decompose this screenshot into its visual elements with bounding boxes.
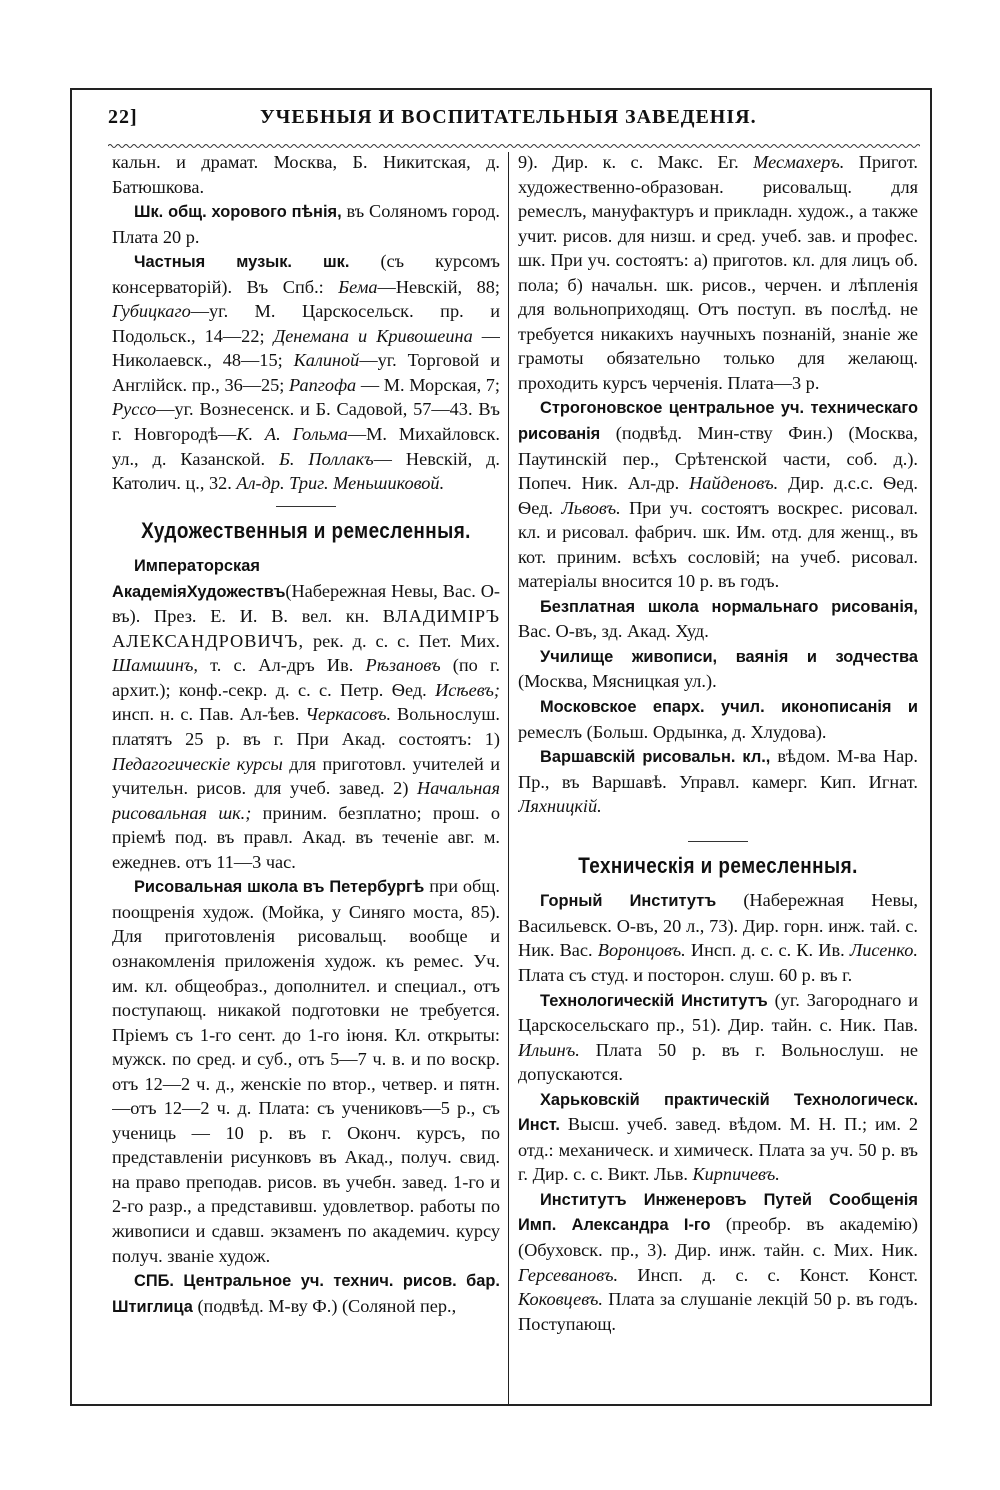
- left-column: [112, 150, 500, 1405]
- entry-stroganov-school: Строгоновское центральное уч. техническаго рисованія (подвѣд. Мин-ству Фин.) (Москва, Паутинскій пер., Срѣтенской части, соб. д.). Попеч. Ник. Ал-др. Найденовъ. Дир. д.с.с. Ѳед. Ѳед. Львовъ. При уч. состоятъ воскрес. рисовал. кл. и рисовал. фабрич. шк. Им. отд. для женщ., въ кот. приним. всѣхъ сословій; на учеб. рисовал. матеріалы вносится 10 р. въ годъ.: [518, 399, 918, 592]
- entry-imperial-academy: Императорская АкадеміяХудожествъ(Набережная Невы, Вас. О-въ). През. Е. И. В. вел. кн. ВЛАДИМІРЪ АЛЕКСАНДРОВИЧЪ, рек. д. с. с. Пет. Мих. Шамшинъ, т. с. Ал-дръ Ив. Рѣзановъ (по г. архит.); конф.-секр. д. с. с. Петр. Ѳед. Исѣевъ; инсп. н. с. Пав. Ал-ѣев. Черкасовъ. Вольнослуш. платятъ 25 р. въ г. При Акад. состоятъ: 1) Педагогическіе курсы для приготовл. учителей и учительн. рисов. для учеб. завед. 2) Начальная рисовальная шк.; приним. безплатно; прош. о пріемѣ под. въ правл. Акад. въ теченіе авг. м. ежеднев. отъ 11—3 час.: [112, 557, 500, 872]
- entry-icon-school: Московское епарх. учил. иконописанія и ремеслъ (Больш. Ордынка, д. Хлудова).: [518, 698, 918, 742]
- entry-heading: Институтъ Инженеровъ Путей Сообщенія Имп. Александра I-го: [518, 1190, 918, 1235]
- paragraph-continuation: 9). Дир. к. с. Макс. Ег. Месмахеръ. Пригот. художественно-образован. рисовальщ. для ремеслъ, мануфактуръ и прикладн. худож., а также учит. рисов. для низш. и сред. учеб. зав. и профес. шк. При уч. состоятъ: а) приготов. кл. для лицъ об. пола; б) начальн. шк. рисов., черчен. и лѣпленія для вольноприходящ. Отъ поступ. въ послѣд. не требуется никакихъ научныхъ познаній, знаніе же грамоты обязательно только для желающ. проходить курсъ черченія. Плата—3 р.: [518, 152, 918, 393]
- entry-heading: Училище живописи, ваянія и зодчества: [540, 647, 918, 666]
- entry-heading: Частныя музык. шк.: [134, 253, 350, 272]
- running-header: [108, 104, 920, 136]
- entry-private-music-schools: Частныя музык. шк. (съ курсомъ консерваторій). Въ Спб.: Бема—Невскій, 88; Губицкаго—уг. М. Царскосельск. пр. и Подольск., 14—22; Денемана и Кривошеина — Николаевск., 48—15; Калиной—уг. Торговой и Англійск. пр., 36—25; Рапгофа — М. Морская, 7; Руссо—уг. Вознесенск. и Б. Садовой, 57—43. Въ г. Новгородѣ—К. А. Гольма—М. Михайловск. ул., д. Казанской. Б. Поллакъ— Невскій, д. Католич. ц., 32. Ал-др. Триг. Меньшиковой.: [112, 251, 500, 494]
- section-rule: [688, 841, 748, 842]
- section-heading-art: Художественныя и ремесленныя.: [141, 517, 471, 543]
- entry-heading: СПБ. Центральное уч. технич. рисов. бар. Штиглица: [112, 1272, 500, 1316]
- running-title: УЧЕБНЫЯ И ВОСПИТАТЕЛЬНЫЯ ЗАВЕДЕНІЯ.: [260, 106, 757, 128]
- entry-heading: Шк. общ. хорового пѣнія,: [134, 203, 342, 222]
- entry-heading: Технологическій Институтъ: [540, 991, 768, 1010]
- wavy-rule: [108, 142, 920, 150]
- right-column: [518, 150, 918, 1405]
- entry-railway-institute: Институтъ Инженеровъ Путей Сообщенія Имп. Александра I-го (преобр. въ академію) (Обуховск. пр., 3). Дир. инж. тайн. с. Мих. Ник. Герсевановъ. Инсп. д. с. с. Конст. Конст. Коковцевъ. Плата за слушаніе лекцій 50 р. въ годъ. Поступающ.: [518, 1190, 918, 1334]
- entry-heading: Харьковскій практическій Технологическ. Инст.: [518, 1090, 918, 1135]
- entry-mining-institute: Горный Институтъ (Набережная Невы, Васильевск. О-въ, 20 л., 73). Дир. горн. инж. тай. с. Ник. Вас. Воронцовъ. Инсп. д. с. с. К. Ив. Лисенко. Плата съ студ. и посторон. слуш. 60 р. въ г.: [518, 890, 918, 985]
- entry-choir-school: Шк. общ. хорового пѣнія, въ Соляномъ город. Плата 20 р.: [112, 201, 500, 247]
- entry-kharkov-institute: Харьковскій практическій Технологическ. Инст. Высш. учеб. завед. вѣдом. М. Н. П.; им. 2 отд.: механическ. и химическ. Плата за уч. 50 р. въ г. Дир. с. с. Викт. Льв. Кирпичевъ.: [518, 1090, 918, 1185]
- entry-heading: Варшавскій рисовальн. кл.,: [540, 748, 771, 767]
- entry-stieglitz-school: СПБ. Центральное уч. технич. рисов. бар. Штиглица (подвѣд. М-ву Ф.) (Соляной пер.,: [112, 1272, 500, 1316]
- entry-painting-school: Училище живописи, ваянія и зодчества (Москва, Мясницкая ул.).: [518, 647, 918, 692]
- entry-heading: Безплатная школа нормальнаго рисованія,: [540, 597, 918, 616]
- section-rule: [276, 506, 336, 507]
- entry-drawing-school-spb: Рисовальная школа въ Петербургѣ при общ. поощренія худож. (Мойка, у Синяго моста, 85). Для приготовленія рисовальщ. вообще и ознакомленія приложенія худож. къ ремес. Уч. им. кл. общеобраз., дополнител. и специал., отъ поступающ. никакой подготовки не требуется. Пріемъ съ 1-го сент. до 1-го іюня. Кл. открыты: мужск. по сред. и суб., отъ 5—7 ч. в. и по воскр. отъ 12—2 ч. д., женскіе по втор., четвер. и пятн.—отъ 12—2 ч. д. Плата: съ учениковъ—5 р., съ учениць — 10 р. въ г. Оконч. курсъ, по представленіи рисунковъ въ Акад., получ. свид. на право преподав. рисов. въ учебн. завед. 1-го и 2-го разр., а представивш. удовлетвор. работы по живописи и сдавш. экзаменъ по академич. курсу получ. званіе худож.: [112, 876, 500, 1266]
- entry-heading: Рисовальная школа въ Петербургѣ: [134, 878, 425, 897]
- page-number: 22]: [108, 106, 138, 128]
- section-heading-technical: Техническія и ремесленныя.: [578, 852, 858, 878]
- entry-warsaw-drawing-class: Варшавскій рисовальн. кл., вѣдом. М-ва Нар. Пр., въ Варшавѣ. Управл. камерг. Кип. Игнат. Ляхницкій.: [518, 746, 918, 817]
- entry-technological-institute: Технологическій Институтъ (уг. Загороднаго и Царскосельскаго пр., 51). Дир. тайн. с. Ник. Пав. Ильинъ. Плата 50 р. въ г. Вольнослуш. не допускаются.: [518, 989, 918, 1085]
- entry-heading: Московское епарх. учил. иконописанія и: [540, 698, 918, 717]
- entry-heading: Горный Институтъ: [540, 892, 717, 911]
- entry-heading: Строгоновское центральное уч. техническаго рисованія: [518, 399, 918, 444]
- entry-free-drawing-school: Безплатная школа нормальнаго рисованія, Вас. О-въ, зд. Акад. Худ.: [518, 597, 918, 642]
- paragraph-continuation: кальн. и драмат. Москва, Б. Никитская, д. Батюшкова.: [112, 152, 500, 197]
- entry-heading: Императорская АкадеміяХудожествъ: [112, 557, 286, 601]
- column-divider: [508, 152, 509, 1406]
